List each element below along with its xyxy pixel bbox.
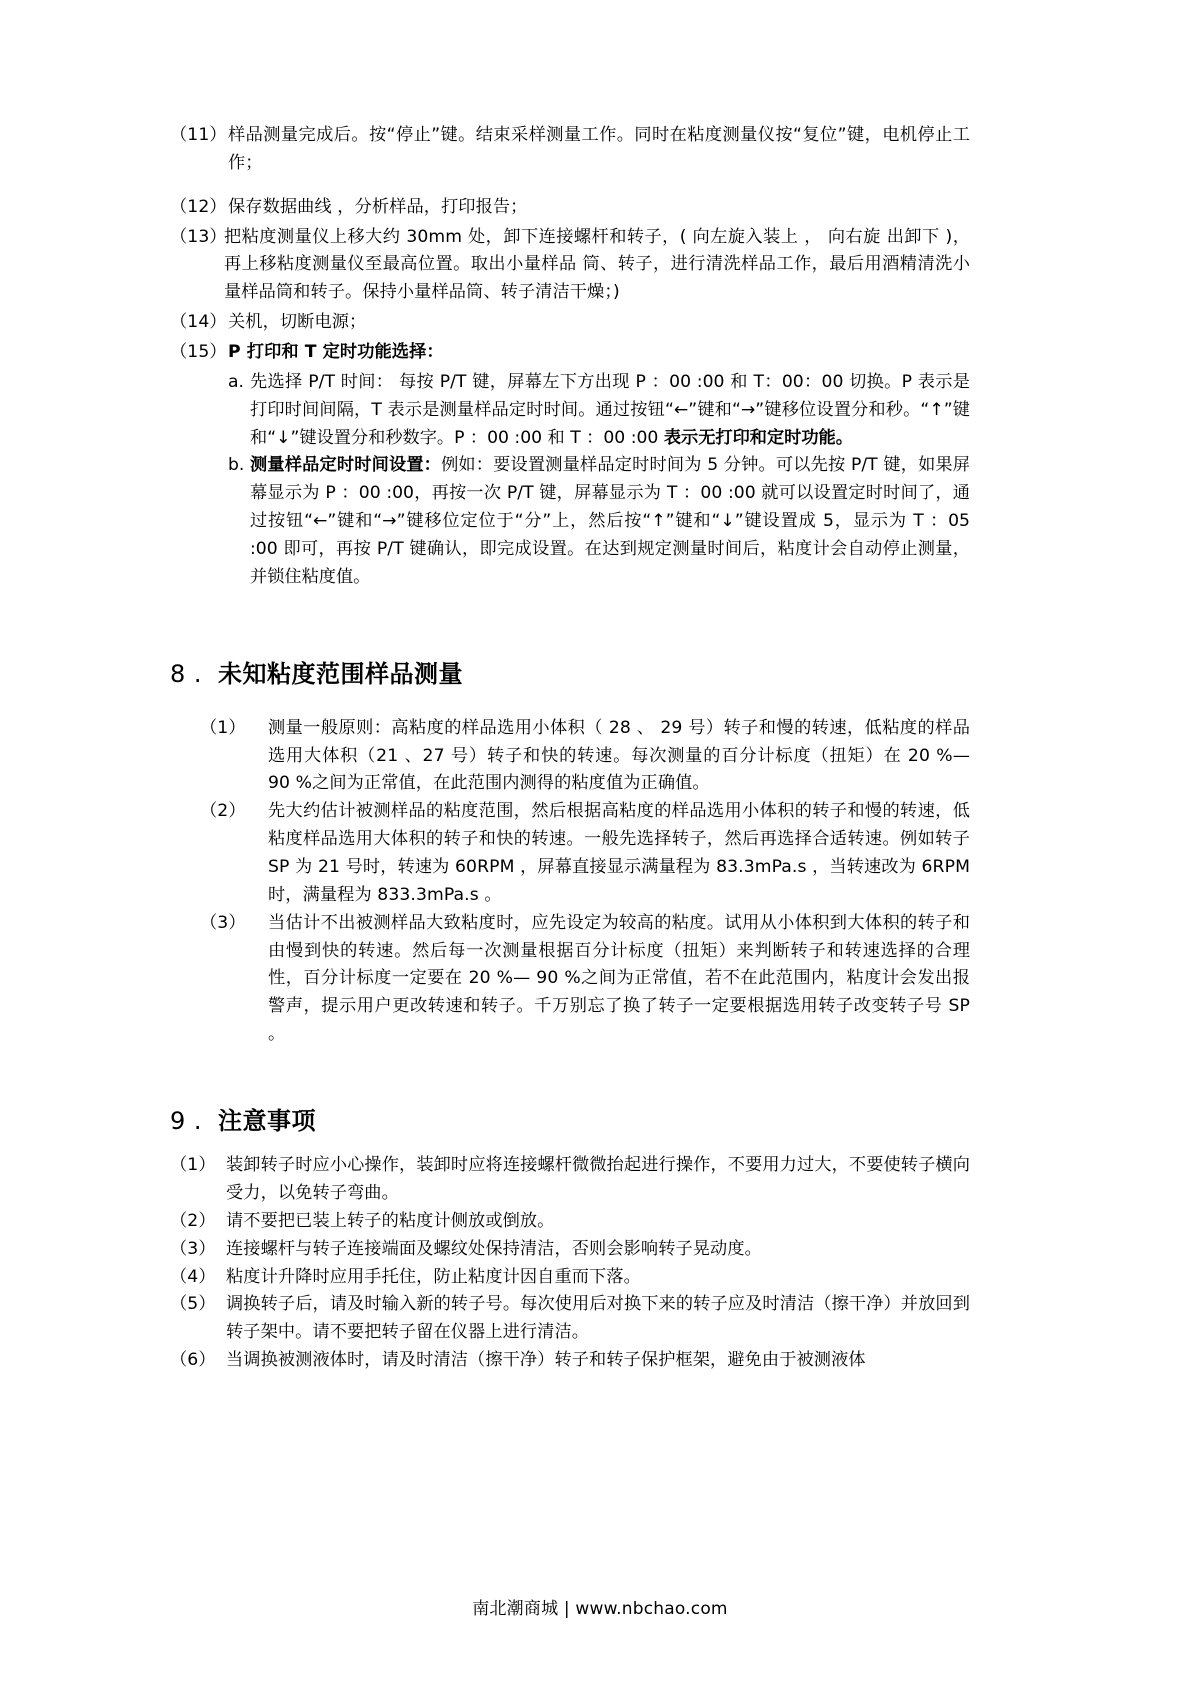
section-number-8: 8 . xyxy=(170,659,203,688)
list-text: 测量一般原则：高粘度的样品选用小体积（ 28 、 29 号）转子和慢的转速，低粘度的样品选用大体积（21 、27 号）转子和快的转速。每次测量的百分计标度（扭矩）在 20 %— 90 %之间为正常值，在此范围内测得的粘度值为正确值。 xyxy=(268,717,970,794)
list-text: 请不要把已装上转子的粘度计侧放或倒放。 xyxy=(226,1210,555,1231)
list-marker: （3） xyxy=(170,1238,216,1259)
sub-text-a-bold: 表示无打印和定时功能。 xyxy=(663,427,853,448)
list-marker: （2） xyxy=(200,801,246,822)
list-item xyxy=(170,224,970,308)
section9-list xyxy=(170,1152,970,1375)
section-title-8: 未知粘度范围样品测量 xyxy=(218,659,463,688)
list-item xyxy=(200,910,970,1049)
list-text: 当调换被测液体时，请及时清洁（擦干净）转子和转子保护框架，避免由于被测液体 xyxy=(226,1350,866,1371)
list-marker: （13） xyxy=(170,226,227,247)
list-item xyxy=(200,715,970,799)
sub-text-a-plain: 先选择 P/T 时间： 每按 P/T 键，屏幕左下方出现 P ：00 :00 和 T：00：00 切换。P 表示是打印时间间隔，T 表示是测量样品定时时间。通过按钮“←”键和“→”键移位设置分和秒。“↑”键和“↓”键设置分和秒数字。P ：00 :00 和 T ：00 :00 xyxy=(250,371,970,448)
list-item xyxy=(170,1264,970,1292)
list-text: 装卸转子时应小心操作，装卸时应将连接螺杆微微抬起进行操作，不要用力过大，不要使转子横向受力，以免转子弯曲。 xyxy=(226,1155,970,1203)
list-item xyxy=(170,339,970,367)
list-marker: （15） xyxy=(170,342,227,363)
sub-label-a: a. xyxy=(228,371,244,392)
list-text: 保存数据曲线 ，分析样品，打印报告； xyxy=(228,196,528,217)
list-text: 样品测量完成后。按“停止”键。结束采样测量工作。同时在粘度测量仪按“复位”键，电机停止工作； xyxy=(228,125,970,173)
spacer xyxy=(170,689,970,715)
sub-text-b-plain: 例如：要设置测量样品定时时间为 5 分钟。可以先按 P/T 键，如果屏幕显示为 P ：00 :00，再按一次 P/T 键，屏幕显示为 T ：00 :00 就可以设置定时时间了，通过按钮“←”键和“→”键移位定位于“分”上，然后按“↑”键和“↓”键设置成 5，显示为 T ：05 :00 即可，再按 P/T 键确认，即完成设置。在达到规定测量时间后，粘度计会自动停止测量，并锁住粘度值。 xyxy=(250,455,970,587)
sub-text-b xyxy=(250,452,970,591)
list-marker: （3） xyxy=(200,912,246,933)
list-item xyxy=(170,1208,970,1236)
list-item xyxy=(200,798,970,909)
section-number-9: 9 . xyxy=(170,1107,203,1136)
list-text: P 打印和 T 定时功能选择： xyxy=(228,342,444,363)
list-marker: （11） xyxy=(170,125,227,145)
list-marker: （2） xyxy=(170,1210,216,1231)
sub-paragraph-a xyxy=(228,369,970,453)
list-marker: （6） xyxy=(170,1350,216,1371)
list-item xyxy=(170,122,970,178)
list-marker: （4） xyxy=(170,1266,216,1287)
sub-text-a xyxy=(250,369,970,453)
page-footer xyxy=(0,1594,1200,1619)
list-marker: （14） xyxy=(170,312,227,333)
list-text: 关机，切断电源； xyxy=(228,312,367,333)
sub-label-b: b. xyxy=(228,455,245,476)
list-marker: （12） xyxy=(170,196,227,217)
footer-text: 南北潮商城 | www.nbchao.com xyxy=(472,1599,728,1619)
spacer xyxy=(170,592,970,654)
list-text: 把粘度测量仪上移大约 30mm 处，卸下连接螺杆和转子，( 向左旋入装上 ， 向右旋 出卸下 )， 再上移粘度测量仪至最高位置。取出小量样品 筒、转子，进行清洗样品工作，最后用酒精清洗小量样品筒和转子。保持小量样品筒、转子清洁干燥；) xyxy=(224,226,970,303)
list-item xyxy=(170,194,970,222)
section-heading-9 xyxy=(170,1101,970,1136)
list-marker: （1） xyxy=(170,1155,216,1176)
sub-text-b-bold: 测量样品定时时间设置： xyxy=(250,455,442,476)
list-item xyxy=(170,1291,970,1347)
list-text: 连接螺杆与转子连接端面及螺纹处保持清洁，否则会影响转子晃动度。 xyxy=(226,1238,762,1259)
list-item xyxy=(170,1152,970,1208)
list-item xyxy=(170,309,970,337)
list-marker: （1） xyxy=(200,717,246,738)
list-item xyxy=(170,1347,970,1375)
list-item xyxy=(170,1236,970,1264)
spacer xyxy=(170,1049,970,1101)
list-marker: （5） xyxy=(170,1294,216,1315)
spacer xyxy=(170,180,970,194)
section-title-9: 注意事项 xyxy=(218,1107,316,1136)
spacer xyxy=(170,1136,970,1152)
section-heading-8 xyxy=(170,654,970,689)
list-text: 粘度计升降时应用手托住，防止粘度计因自重而下落。 xyxy=(226,1266,641,1287)
list-text: 调换转子后，请及时输入新的转子号。每次使用后对换下来的转子应及时清洁（擦干净）并放回到转子架中。请不要把转子留在仪器上进行清洁。 xyxy=(226,1294,970,1343)
list-text: 先大约估计被测样品的粘度范围，然后根据高粘度的样品选用小体积的转子和慢的转速，低粘度样品选用大体积的转子和快的转速。一般先选择转子，然后再选择合适转速。例如转子 SP 为 21 号时，转速为 60RPM ，屏幕直接显示满量程为 83.3mPa.s ，当转速改为 6RPM 时，满量程为 833.3mPa.s 。 xyxy=(268,801,970,905)
sub-paragraph-b xyxy=(228,452,970,591)
section8-list xyxy=(200,715,970,1049)
page-content xyxy=(170,122,970,1375)
list-text: 当估计不出被测样品大致粘度时，应先设定为较高的粘度。试用从小体积到大体积的转子和由慢到快的转速。然后每一次测量根据百分计标度（扭矩）来判断转子和转速选择的合理性，百分计标度一定要在 20 %— 90 %之间为正常值，若不在此范围内，粘度计会发出报警声，提示用户更改转速和转子。千万别忘了换了转子一定要根据选用转子改变转子号 SP 。 xyxy=(268,912,970,1045)
